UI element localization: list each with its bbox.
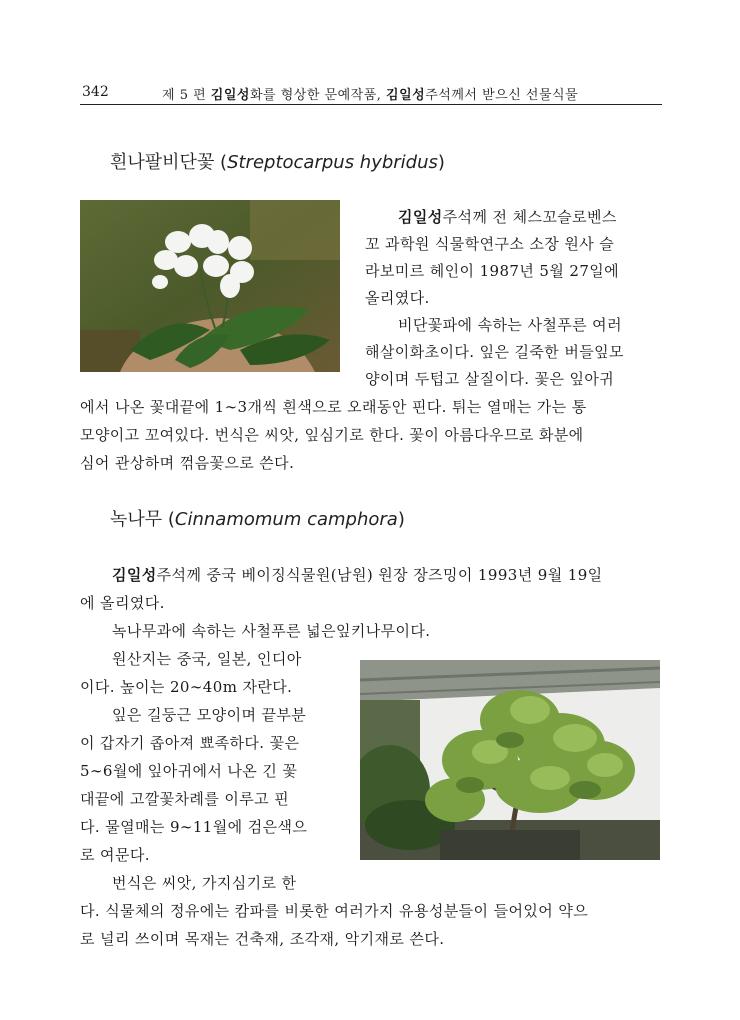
camphor-tree-photo <box>360 660 660 860</box>
section2-line-8: 5∼6월에 잎아귀에서 나온 긴 꽃 <box>80 762 298 780</box>
section2-line-13: 다. 식물체의 정유에는 캄파를 비롯한 여러가지 유용성분들이 들어있어 약으 <box>80 902 589 920</box>
section2-line-14: 로 널리 쓰이며 목재는 건축재, 조각재, 악기재로 쓴다. <box>80 930 445 948</box>
section2-line-4: 원산지는 중국, 일본, 인디아 <box>112 650 302 668</box>
section2-line-1: 김일성주석께 중국 베이징식물원(남원) 원장 장즈밍이 1993년 9월 19일 <box>112 566 603 584</box>
section1-line-2: 꼬 과학원 식물학연구소 소장 원사 슬 <box>365 235 615 253</box>
section2-line-7: 이 갑자기 좁아져 뾰족하다. 꽃은 <box>80 734 300 752</box>
section2-line-3: 녹나무과에 속하는 사철푸른 넓은잎키나무이다. <box>112 622 431 640</box>
section1-line-5: 비단꽃파에 속하는 사철푸른 여러 <box>398 316 622 334</box>
section2-line-11: 로 여문다. <box>80 846 150 864</box>
section2-line-10: 다. 물열매는 9∼11월에 검은색으 <box>80 818 308 836</box>
section2-line-2: 에 올리였다. <box>80 594 165 612</box>
section1-line-8: 에서 나온 꽃대끝에 1∼3개씩 흰색으로 오래동안 핀다. 튀는 열매는 가는 통 <box>80 398 587 416</box>
section-heading-streptocarpus: 흰나팔비단꽃 (Streptocarpus hybridus) <box>110 152 445 173</box>
section2-line-9: 대끝에 고깔꽃차례를 이루고 핀 <box>80 790 290 808</box>
streptocarpus-photo <box>80 200 340 372</box>
section-heading-cinnamomum: 녹나무 (Cinnamomum camphora) <box>110 509 405 530</box>
section1-line-4: 올리였다. <box>365 289 430 307</box>
section1-line-1: 김일성주석께 전 체스꼬슬로벤스 <box>398 208 617 226</box>
section2-line-6: 잎은 길둥근 모양이며 끝부분 <box>112 706 307 724</box>
section1-line-7: 양이며 두텁고 살질이다. 꽃은 잎아귀 <box>365 370 615 388</box>
section1-line-10: 심어 관상하며 꺾음꽃으로 쓴다. <box>80 454 295 472</box>
section2-line-12: 번식은 씨앗, 가지심기로 한 <box>112 874 297 892</box>
running-header <box>80 82 662 105</box>
section1-line-6: 해살이화초이다. 잎은 길죽한 버들잎모 <box>365 343 624 361</box>
section2-line-5: 이다. 높이는 20∼40m 자란다. <box>80 678 293 696</box>
running-title: 제 5 편 김일성화를 형상한 문예작품, 김일성주석께서 받으신 선물식물 <box>162 88 579 103</box>
section1-line-9: 모양이고 꼬여있다. 번식은 씨앗, 잎심기로 한다. 꽃이 아름다우므로 화분에 <box>80 426 584 444</box>
section1-line-3: 라보미르 헤인이 1987년 5월 27일에 <box>365 262 620 280</box>
page-number: 342 <box>82 84 109 100</box>
